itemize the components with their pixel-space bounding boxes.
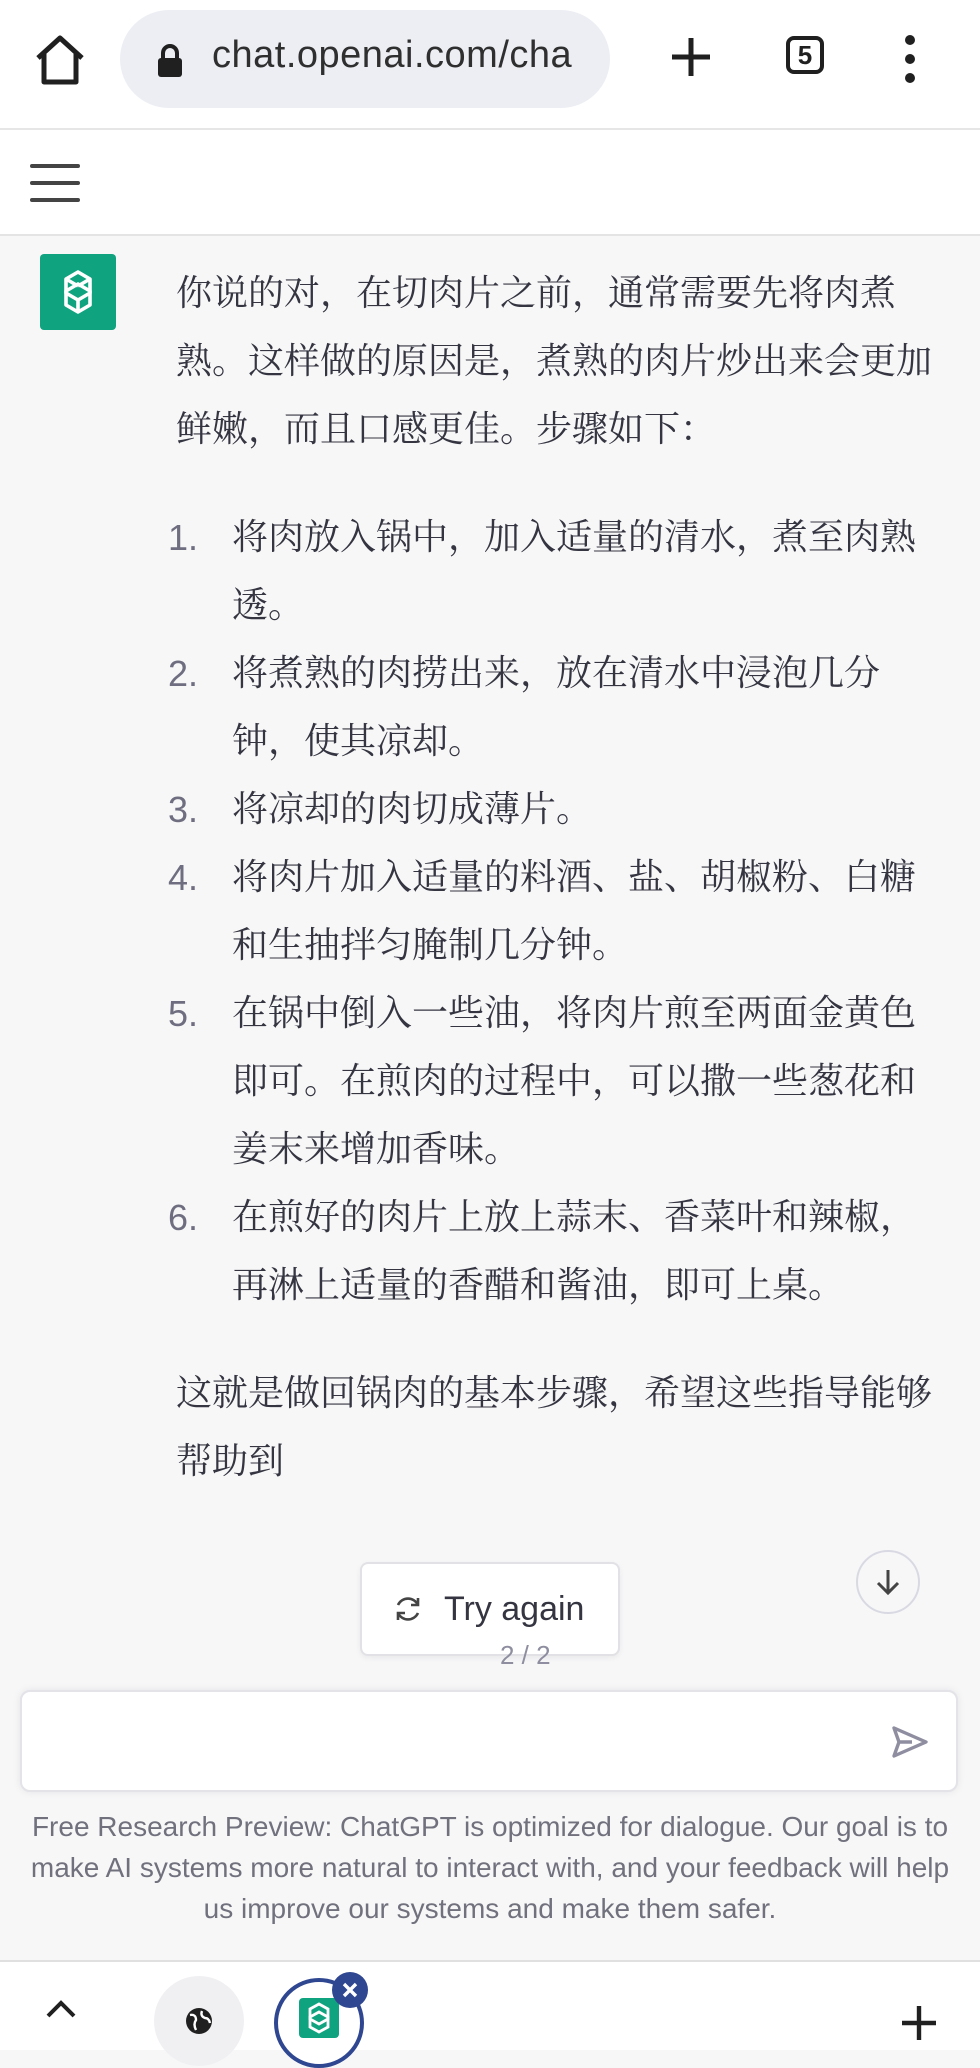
home-icon[interactable] <box>30 30 90 90</box>
hamburger-menu-icon[interactable] <box>30 164 80 202</box>
more-menu-icon[interactable] <box>896 34 924 84</box>
assistant-message <box>168 260 946 1496</box>
tab-count-label: 5 <box>797 39 813 70</box>
arrow-down-icon <box>874 1567 902 1597</box>
browser-bottom-bar <box>0 1960 980 2050</box>
send-icon[interactable] <box>890 1722 930 1762</box>
message-input[interactable] <box>42 1712 866 1776</box>
new-tab-plus-icon[interactable] <box>668 34 714 80</box>
list-item: 4. 将肉片加入适量的料酒、盐、胡椒粉、白糖和生抽拌匀腌制几分钟。 <box>168 857 917 966</box>
app-header <box>0 130 980 236</box>
openai-logo-icon <box>52 266 104 318</box>
list-item: 1. 将肉放入锅中，加入适量的清水，煮至肉熟透。 <box>168 517 917 626</box>
plus-icon[interactable] <box>900 2004 938 2042</box>
disclaimer-text: Free Research Preview: ChatGPT is optimized for dialogue. Our goal is to make AI systems more natural to interact with, and your feedback will help us improve our systems and make them safer. <box>30 1811 950 1924</box>
try-again-button[interactable] <box>360 1562 620 1656</box>
lock-icon <box>156 44 184 78</box>
message-closing: 这就是做回锅肉的基本步骤，希望这些指导能够帮助到 <box>176 1373 933 1482</box>
chevron-up-icon[interactable] <box>44 1998 78 2020</box>
message-input-container <box>20 1690 958 1792</box>
response-pager: 2 / 2 <box>500 1640 551 1670</box>
tab-switcher-button[interactable] <box>786 36 824 74</box>
close-tab-button[interactable] <box>332 1972 368 2008</box>
close-icon <box>341 1981 359 1999</box>
try-again-label: Try again <box>444 1589 585 1628</box>
list-item: 5. 在锅中倒入一些油，将肉片煎至两面金黄色即可。在煎肉的过程中，可以撒一些葱花和姜末来增加香味。 <box>168 993 917 1170</box>
list-item: 6. 在煎好的肉片上放上蒜末、香菜叶和辣椒，再淋上适量的香醋和酱油，即可上桌。 <box>168 1197 917 1306</box>
assistant-avatar <box>40 254 116 330</box>
address-bar[interactable] <box>120 10 610 108</box>
browser-toolbar <box>0 0 980 130</box>
steps-list <box>168 504 946 1320</box>
list-item: 3. 将凉却的肉切成薄片。 <box>168 789 593 830</box>
openai-logo-icon <box>299 1998 339 2038</box>
tab-thumbnail-globe[interactable] <box>154 1976 244 2066</box>
scroll-to-bottom-button[interactable] <box>856 1550 920 1614</box>
globe-icon <box>184 2006 214 2036</box>
url-text: chat.openai.com/cha <box>212 34 573 76</box>
refresh-icon <box>392 1593 424 1625</box>
message-intro: 你说的对，在切肉片之前，通常需要先将肉煮熟。这样做的原因是，煮熟的肉片炒出来会更加鲜嫩，而且口感更佳。步骤如下： <box>176 273 933 450</box>
list-item: 2. 将煮熟的肉捞出来，放在清水中浸泡几分钟，使其凉却。 <box>168 653 881 762</box>
